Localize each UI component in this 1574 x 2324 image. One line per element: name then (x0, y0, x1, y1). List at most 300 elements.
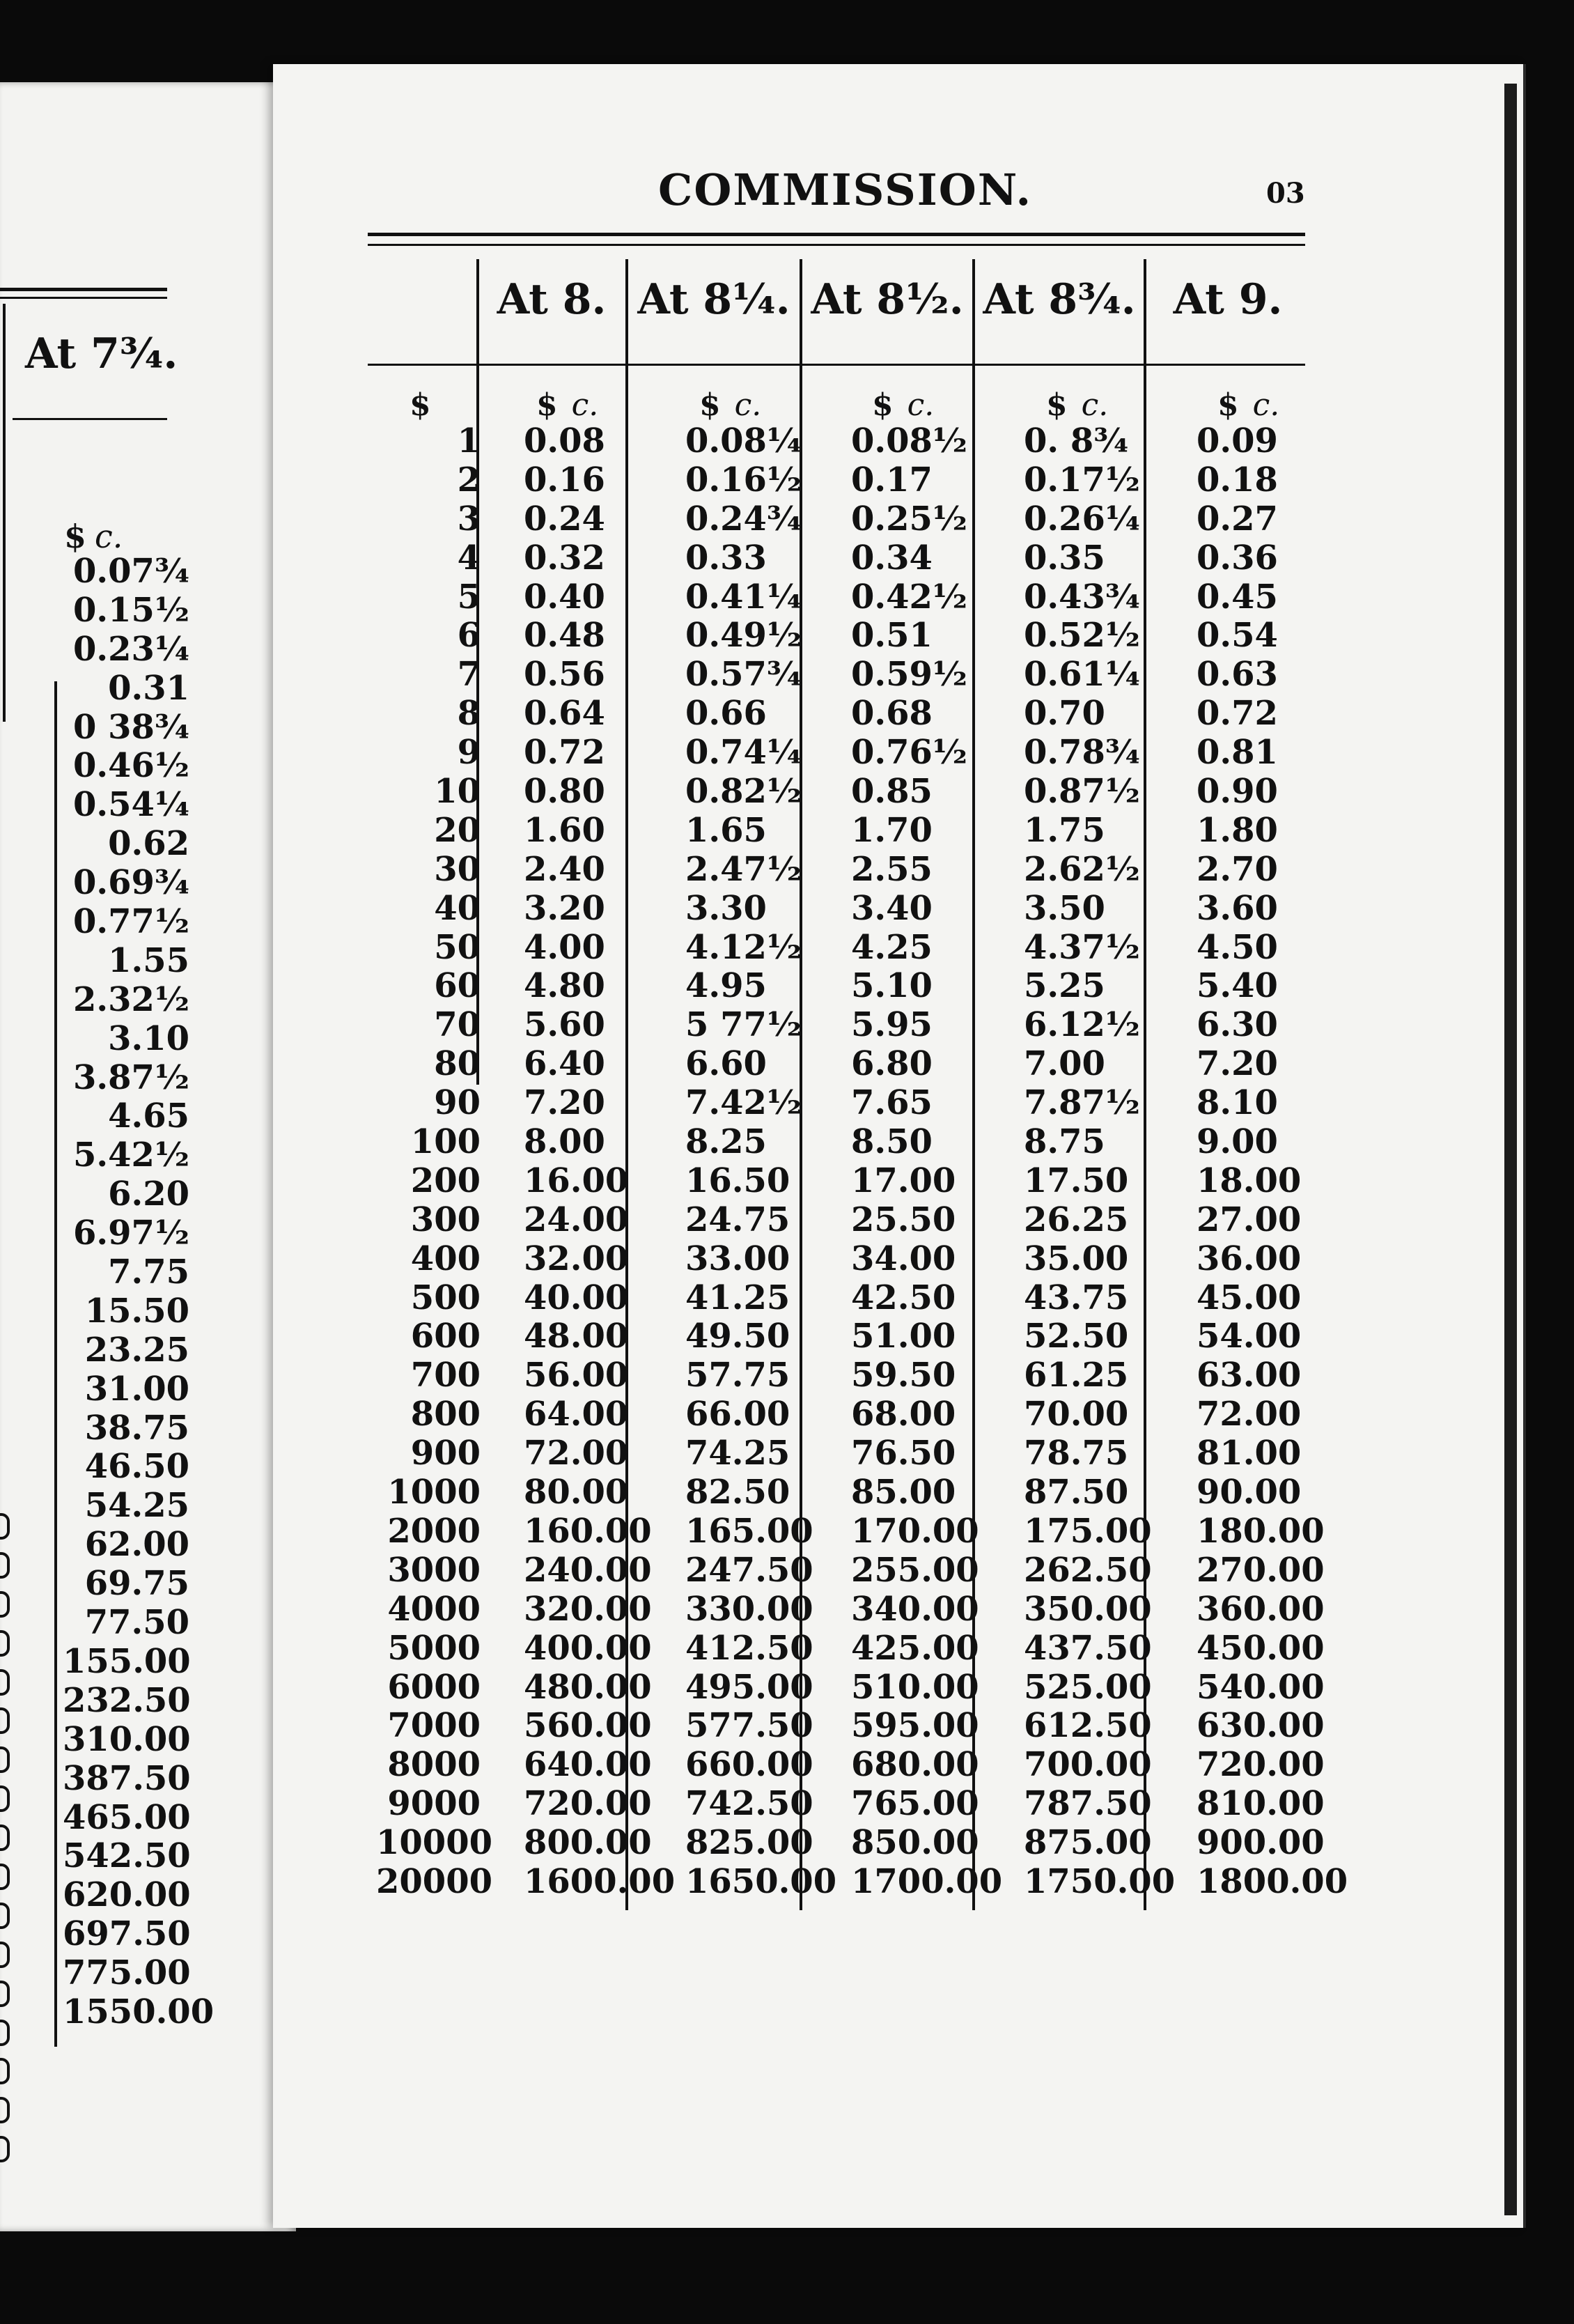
amount-cell: 1000 (387, 1473, 481, 1512)
left-value-cell: 0.07¾ (73, 552, 189, 591)
left-column-heading: At 7¾. (25, 330, 178, 378)
amount-cell: 700 (410, 1356, 481, 1395)
left-head-rule (13, 418, 167, 420)
unit-cents: c. (1081, 387, 1109, 423)
left-value-cell: 38.75 (84, 1408, 189, 1448)
rate-cell: 24.00 (524, 1200, 629, 1239)
left-value-cell: 0 38¾ (73, 707, 189, 747)
left-value-cell: 62.00 (84, 1525, 189, 1565)
rate-cell: 640.00 (524, 1745, 652, 1785)
rate-cell: 630.00 (1197, 1706, 1325, 1746)
amount-cell: 10 (434, 772, 481, 812)
rate-cell: 6.12½ (1024, 1005, 1140, 1045)
rate-cell: 0.76½ (851, 733, 967, 773)
rate-cell: 255.00 (851, 1550, 979, 1590)
rate-cell: 90.00 (1197, 1473, 1302, 1512)
unit-dollar: $ (1046, 387, 1068, 423)
column-heading-at-8-three-quarters: At 8¾. (983, 275, 1136, 324)
left-top-rule-thin (0, 297, 167, 299)
amount-cell: 100 (410, 1122, 481, 1162)
rate-cell: 26.25 (1024, 1200, 1129, 1239)
rate-cell: 8.10 (1197, 1083, 1278, 1123)
left-value-cell: 387.50 (63, 1758, 191, 1798)
cut-off-digit-mark (0, 1503, 8, 1542)
unit-header-at-9 (1217, 387, 1279, 423)
rate-cell: 4.00 (524, 927, 605, 967)
left-value-cell: 6.20 (108, 1175, 189, 1214)
left-value-cell: 0.46½ (73, 746, 189, 786)
rate-cell: 320.00 (524, 1589, 652, 1629)
rate-cell: 680.00 (851, 1745, 979, 1785)
rate-cell: 0.74¼ (685, 733, 802, 773)
amount-cell: 3 (457, 499, 481, 539)
rate-cell: 6.40 (524, 1044, 605, 1084)
unit-header-at-8 (536, 387, 598, 423)
rate-cell: 70.00 (1024, 1395, 1129, 1434)
rate-cell: 0.63 (1197, 655, 1278, 695)
rate-cell: 700.00 (1024, 1745, 1152, 1785)
left-value-cell: 0.23¼ (73, 629, 189, 669)
rate-cell: 63.00 (1197, 1356, 1302, 1395)
rate-cell: 0.82½ (685, 772, 802, 812)
rate-cell: 66.00 (685, 1395, 790, 1434)
column-heading-at-8-half: At 8½. (811, 275, 964, 324)
rate-cell: 350.00 (1024, 1589, 1152, 1629)
rate-cell: 0.25½ (851, 499, 967, 539)
column-heading-at-8-quarter: At 8¼. (637, 275, 790, 324)
rate-cell: 4.37½ (1024, 927, 1140, 967)
rate-cell: 2.40 (524, 849, 605, 889)
amount-cell: 500 (410, 1278, 481, 1317)
unit-cents: c. (571, 387, 599, 423)
rate-cell: 41.25 (685, 1278, 790, 1317)
cut-off-digit-mark (0, 1854, 8, 1893)
left-value-cell: 155.00 (63, 1641, 191, 1681)
rate-cell: 7.20 (524, 1083, 605, 1123)
left-value-cell: 7.75 (108, 1253, 189, 1292)
rate-cell: 64.00 (524, 1395, 629, 1434)
left-value-cell: 31.00 (84, 1369, 189, 1409)
rate-cell: 5.40 (1197, 966, 1278, 1006)
rate-cell: 1650.00 (685, 1861, 837, 1901)
double-rule-top (368, 233, 1305, 236)
rate-cell: 48.00 (524, 1317, 629, 1356)
amount-cell: 200 (410, 1161, 481, 1200)
rate-cell: 787.50 (1024, 1784, 1152, 1824)
rate-cell: 720.00 (524, 1784, 652, 1824)
rate-cell: 270.00 (1197, 1550, 1325, 1590)
rate-cell: 5 77½ (685, 1005, 802, 1045)
rate-cell: 0.34 (851, 538, 933, 578)
rate-cell: 6.30 (1197, 1005, 1278, 1045)
rate-cell: 35.00 (1024, 1239, 1129, 1278)
rate-cell: 36.00 (1197, 1239, 1302, 1278)
rate-cell: 720.00 (1197, 1745, 1325, 1785)
rate-cell: 87.50 (1024, 1473, 1129, 1512)
left-value-cell: 4.65 (108, 1097, 189, 1136)
rate-cell: 78.75 (1024, 1434, 1129, 1473)
cut-off-digit-mark (0, 2048, 8, 2087)
cut-off-digit-mark (0, 1932, 8, 1971)
rate-cell: 7.65 (851, 1083, 933, 1123)
cut-off-digit-mark (0, 1776, 8, 1815)
amount-cell: 4000 (387, 1589, 481, 1629)
amount-cell: 8000 (387, 1745, 481, 1785)
rate-cell: 810.00 (1197, 1784, 1325, 1824)
rate-cell: 425.00 (851, 1628, 979, 1668)
rate-cell: 4.80 (524, 966, 605, 1006)
unit-dollar: $ (536, 387, 558, 423)
left-value-cell: 697.50 (63, 1914, 191, 1954)
rate-cell: 6.80 (851, 1044, 933, 1084)
rate-cell: 0.09 (1197, 421, 1278, 460)
amount-cell: 600 (410, 1317, 481, 1356)
rate-cell: 175.00 (1024, 1511, 1152, 1551)
rate-cell: 8.50 (851, 1122, 933, 1162)
rate-cell: 8.00 (524, 1122, 605, 1162)
unit-cents: c. (734, 387, 762, 423)
cut-off-digit-mark (0, 1620, 8, 1659)
rate-cell: 0.52½ (1024, 616, 1140, 656)
rate-cell: 3.40 (851, 888, 933, 928)
left-divider-line (3, 304, 6, 722)
page-edge (1504, 84, 1517, 2215)
rate-cell: 0.57¾ (685, 655, 802, 695)
rate-cell: 577.50 (685, 1706, 813, 1746)
rate-cell: 7.00 (1024, 1044, 1105, 1084)
rate-cell: 340.00 (851, 1589, 979, 1629)
rate-cell: 16.00 (524, 1161, 629, 1200)
rate-cell: 85.00 (851, 1473, 956, 1512)
rate-cell: 33.00 (685, 1239, 790, 1278)
left-value-cell: 54.25 (84, 1486, 189, 1526)
rate-cell: 0.35 (1024, 538, 1105, 578)
rate-cell: 0.70 (1024, 694, 1105, 734)
rate-cell: 5.95 (851, 1005, 933, 1045)
rate-cell: 0.26¼ (1024, 499, 1140, 539)
page-number: 03 (1266, 177, 1305, 210)
left-edge-stubs (0, 1503, 8, 2165)
unit-dollar: $ (1217, 387, 1239, 423)
rate-cell: 76.50 (851, 1434, 956, 1473)
rate-cell: 42.50 (851, 1278, 956, 1317)
rate-cell: 43.75 (1024, 1278, 1129, 1317)
rate-cell: 27.00 (1197, 1200, 1302, 1239)
rate-cell: 180.00 (1197, 1511, 1325, 1551)
rate-cell: 825.00 (685, 1823, 813, 1863)
rate-cell: 0.43¾ (1024, 577, 1140, 617)
rate-cell: 25.50 (851, 1200, 956, 1239)
rate-cell: 0.54 (1197, 616, 1278, 656)
rate-cell: 6.60 (685, 1044, 767, 1084)
rate-cell: 900.00 (1197, 1823, 1325, 1863)
rate-cell: 7.20 (1197, 1044, 1278, 1084)
amount-cell: 5 (457, 577, 481, 617)
amount-cell: 20 (434, 810, 481, 850)
at-9-column (1197, 422, 1348, 1902)
rate-cell: 450.00 (1197, 1628, 1325, 1668)
left-value-cell: 77.50 (84, 1603, 189, 1643)
rate-cell: 0.40 (524, 577, 605, 617)
amount-cell: 6000 (387, 1667, 481, 1707)
amount-cell: 2000 (387, 1511, 481, 1551)
amount-cell: 7 (457, 655, 481, 695)
amount-unit: $ (410, 387, 431, 423)
rate-cell: 57.75 (685, 1356, 790, 1395)
left-value-cell: 310.00 (63, 1719, 191, 1759)
rate-cell: 0.08 (524, 421, 605, 460)
rate-cell: 765.00 (851, 1784, 979, 1824)
rate-cell: 8.25 (685, 1122, 767, 1162)
rate-cell: 1600.00 (524, 1861, 676, 1901)
cut-off-digit-mark (0, 1737, 8, 1776)
rate-cell: 18.00 (1197, 1161, 1302, 1200)
amount-cell: 8 (457, 694, 481, 734)
rate-cell: 0.24¾ (685, 499, 802, 539)
left-unit-dollar: $ (64, 518, 87, 555)
left-value-cell: 0.31 (108, 668, 189, 708)
rate-cell: 4.12½ (685, 927, 802, 967)
rate-cell: 74.25 (685, 1434, 790, 1473)
rate-cell: 0.08¼ (685, 421, 802, 460)
rate-cell: 0.72 (1197, 694, 1278, 734)
rate-cell: 52.50 (1024, 1317, 1129, 1356)
rate-cell: 24.75 (685, 1200, 790, 1239)
cut-off-digit-mark (0, 1542, 8, 1581)
rate-cell: 0.36 (1197, 538, 1278, 578)
rate-cell: 8.75 (1024, 1122, 1105, 1162)
rate-cell: 9.00 (1197, 1122, 1278, 1162)
rate-cell: 32.00 (524, 1239, 629, 1278)
amount-cell: 400 (410, 1239, 481, 1278)
left-value-cell: 3.10 (108, 1018, 189, 1058)
left-value-cell: 0.62 (108, 824, 189, 864)
page-title: COMMISSION. (658, 164, 1033, 215)
rate-cell: 1.70 (851, 810, 933, 850)
rate-cell: 1.80 (1197, 810, 1278, 850)
column-heading-at-9: At 9. (1173, 275, 1283, 324)
rate-cell: 742.50 (685, 1784, 813, 1824)
rate-cell: 0.56 (524, 655, 605, 695)
rate-cell: 54.00 (1197, 1317, 1302, 1356)
rate-cell: 1800.00 (1197, 1861, 1348, 1901)
rate-cell: 7.42½ (685, 1083, 802, 1123)
rate-cell: 360.00 (1197, 1589, 1325, 1629)
rate-cell: 2.70 (1197, 849, 1278, 889)
left-unit-row (64, 518, 123, 555)
amount-cell: 90 (434, 1083, 481, 1123)
rate-cell: 34.00 (851, 1239, 956, 1278)
unit-dollar: $ (699, 387, 721, 423)
rate-cell: 0.33 (685, 538, 767, 578)
left-value-cell: 69.75 (84, 1564, 189, 1604)
unit-header-at-8-three-quarters (1046, 387, 1108, 423)
amount-cell: 40 (434, 888, 481, 928)
amount-cell: 1 (457, 421, 481, 460)
left-top-rule (0, 288, 167, 291)
left-value-cell: 542.50 (63, 1836, 191, 1876)
rate-cell: 0.90 (1197, 772, 1278, 812)
rate-cell: 875.00 (1024, 1823, 1152, 1863)
cut-off-digit-mark (0, 1893, 8, 1932)
rate-cell: 1700.00 (851, 1861, 1003, 1901)
rate-cell: 0.17½ (1024, 460, 1140, 499)
rate-cell: 400.00 (524, 1628, 652, 1668)
unit-dollar: $ (872, 387, 894, 423)
left-value-cell: 0.54¼ (73, 785, 189, 825)
rate-cell: 800.00 (524, 1823, 652, 1863)
rate-cell: 0.32 (524, 538, 605, 578)
rate-cell: 16.50 (685, 1161, 790, 1200)
rate-cell: 595.00 (851, 1706, 979, 1746)
left-unit-cents: c. (95, 518, 123, 555)
amount-cell: 4 (457, 538, 481, 578)
left-value-cell: 1.55 (108, 940, 189, 980)
rate-cell: 412.50 (685, 1628, 813, 1668)
left-value-cell: 465.00 (63, 1797, 191, 1837)
left-value-cell: 232.50 (63, 1680, 191, 1720)
unit-header-at-8-half (872, 387, 934, 423)
cut-off-digit-mark (0, 2126, 8, 2165)
unit-cents: c. (1252, 387, 1280, 423)
cut-off-digit-mark (0, 1581, 8, 1620)
rate-cell: 0.72 (524, 733, 605, 773)
rate-cell: 0.80 (524, 772, 605, 812)
rate-cell: 240.00 (524, 1550, 652, 1590)
rate-cell: 0.68 (851, 694, 933, 734)
rate-cell: 7.87½ (1024, 1083, 1140, 1123)
rate-cell: 0.17 (851, 460, 933, 499)
rate-cell: 0.45 (1197, 577, 1278, 617)
left-value-cell: 46.50 (84, 1447, 189, 1487)
rate-cell: 560.00 (524, 1706, 652, 1746)
rate-cell: 495.00 (685, 1667, 813, 1707)
rate-cell: 72.00 (1197, 1395, 1302, 1434)
rate-cell: 82.50 (685, 1473, 790, 1512)
amount-cell: 3000 (387, 1550, 481, 1590)
amount-cell: 300 (410, 1200, 481, 1239)
rate-cell: 4.95 (685, 966, 767, 1006)
cut-off-digit-mark (0, 2010, 8, 2049)
rate-cell: 850.00 (851, 1823, 979, 1863)
left-value-cell: 6.97½ (73, 1214, 189, 1253)
amount-cell: 9000 (387, 1784, 481, 1824)
left-values-list (63, 552, 215, 2032)
left-divider-line-lower (54, 681, 57, 2047)
cut-off-digit-mark (0, 2087, 8, 2126)
cut-off-digit-mark (0, 1971, 8, 2010)
header-rule (368, 364, 1305, 366)
rate-cell: 0.27 (1197, 499, 1278, 539)
unit-cents: c. (907, 387, 935, 423)
rate-cell: 165.00 (685, 1511, 813, 1551)
cut-off-digit-mark (0, 1659, 8, 1698)
amount-cell: 80 (434, 1044, 481, 1084)
rate-cell: 80.00 (524, 1473, 629, 1512)
left-value-cell: 15.50 (84, 1291, 189, 1331)
left-value-cell: 23.25 (84, 1330, 189, 1370)
rate-cell: 2.55 (851, 849, 933, 889)
rate-cell: 2.62½ (1024, 849, 1140, 889)
rate-cell: 61.25 (1024, 1356, 1129, 1395)
rate-cell: 1750.00 (1024, 1861, 1176, 1901)
rate-cell: 5.10 (851, 966, 933, 1006)
rate-cell: 3.30 (685, 888, 767, 928)
amount-cell: 2 (457, 460, 481, 499)
rate-cell: 525.00 (1024, 1667, 1152, 1707)
rate-cell: 0. 8¾ (1024, 421, 1129, 460)
left-value-cell: 3.87½ (73, 1058, 189, 1097)
cut-off-digit-mark (0, 1815, 8, 1854)
left-value-cell: 2.32½ (73, 979, 189, 1019)
rate-cell: 0.64 (524, 694, 605, 734)
amount-cell: 30 (434, 849, 481, 889)
left-value-cell: 0.77½ (73, 902, 189, 942)
amount-cell: 10000 (376, 1823, 492, 1863)
rate-cell: 0.42½ (851, 577, 967, 617)
rate-cell: 480.00 (524, 1667, 652, 1707)
rate-cell: 330.00 (685, 1589, 813, 1629)
rate-cell: 170.00 (851, 1511, 979, 1551)
rate-cell: 59.50 (851, 1356, 956, 1395)
at-8-column (524, 422, 675, 1902)
amount-cell: 6 (457, 616, 481, 656)
rate-cell: 17.50 (1024, 1161, 1129, 1200)
left-page (0, 82, 296, 2231)
rate-cell: 5.25 (1024, 966, 1105, 1006)
rate-cell: 0.85 (851, 772, 933, 812)
rate-cell: 1.75 (1024, 810, 1105, 850)
amount-cell: 60 (434, 966, 481, 1006)
amount-column (376, 421, 492, 1902)
amount-cell: 50 (434, 927, 481, 967)
rate-cell: 72.00 (524, 1434, 629, 1473)
rate-cell: 510.00 (851, 1667, 979, 1707)
rate-cell: 49.50 (685, 1317, 790, 1356)
unit-header-at-8-quarter (699, 387, 761, 423)
rate-cell: 3.60 (1197, 888, 1278, 928)
rate-cell: 660.00 (685, 1745, 813, 1785)
amount-cell: 20000 (376, 1861, 492, 1901)
amount-cell: 900 (410, 1434, 481, 1473)
rate-cell: 45.00 (1197, 1278, 1302, 1317)
rate-cell: 0.78¾ (1024, 733, 1140, 773)
amount-cell: 70 (434, 1005, 481, 1045)
rate-cell: 0.48 (524, 616, 605, 656)
at-8-three-quarters-column (1024, 422, 1175, 1902)
rate-cell: 0.16 (524, 460, 605, 499)
rate-cell: 0.16½ (685, 460, 802, 499)
cut-off-digit-mark (0, 1698, 8, 1737)
rate-cell: 4.25 (851, 927, 933, 967)
rate-cell: 68.00 (851, 1395, 956, 1434)
at-8-quarter-column (685, 422, 836, 1902)
rate-cell: 0.41¼ (685, 577, 802, 617)
rate-cell: 0.51 (851, 616, 933, 656)
amount-cell: 9 (457, 733, 481, 773)
rate-cell: 0.66 (685, 694, 767, 734)
rate-cell: 0.18 (1197, 460, 1278, 499)
rate-cell: 0.87½ (1024, 772, 1140, 812)
left-value-cell: 0.15½ (73, 590, 189, 630)
rate-cell: 3.50 (1024, 888, 1105, 928)
rate-cell: 51.00 (851, 1317, 956, 1356)
rate-cell: 0.81 (1197, 733, 1278, 773)
rate-cell: 0.59½ (851, 655, 967, 695)
rate-cell: 0.24 (524, 499, 605, 539)
column-heading-at-8: At 8. (497, 275, 607, 324)
left-value-cell: 0.69¾ (73, 863, 189, 903)
